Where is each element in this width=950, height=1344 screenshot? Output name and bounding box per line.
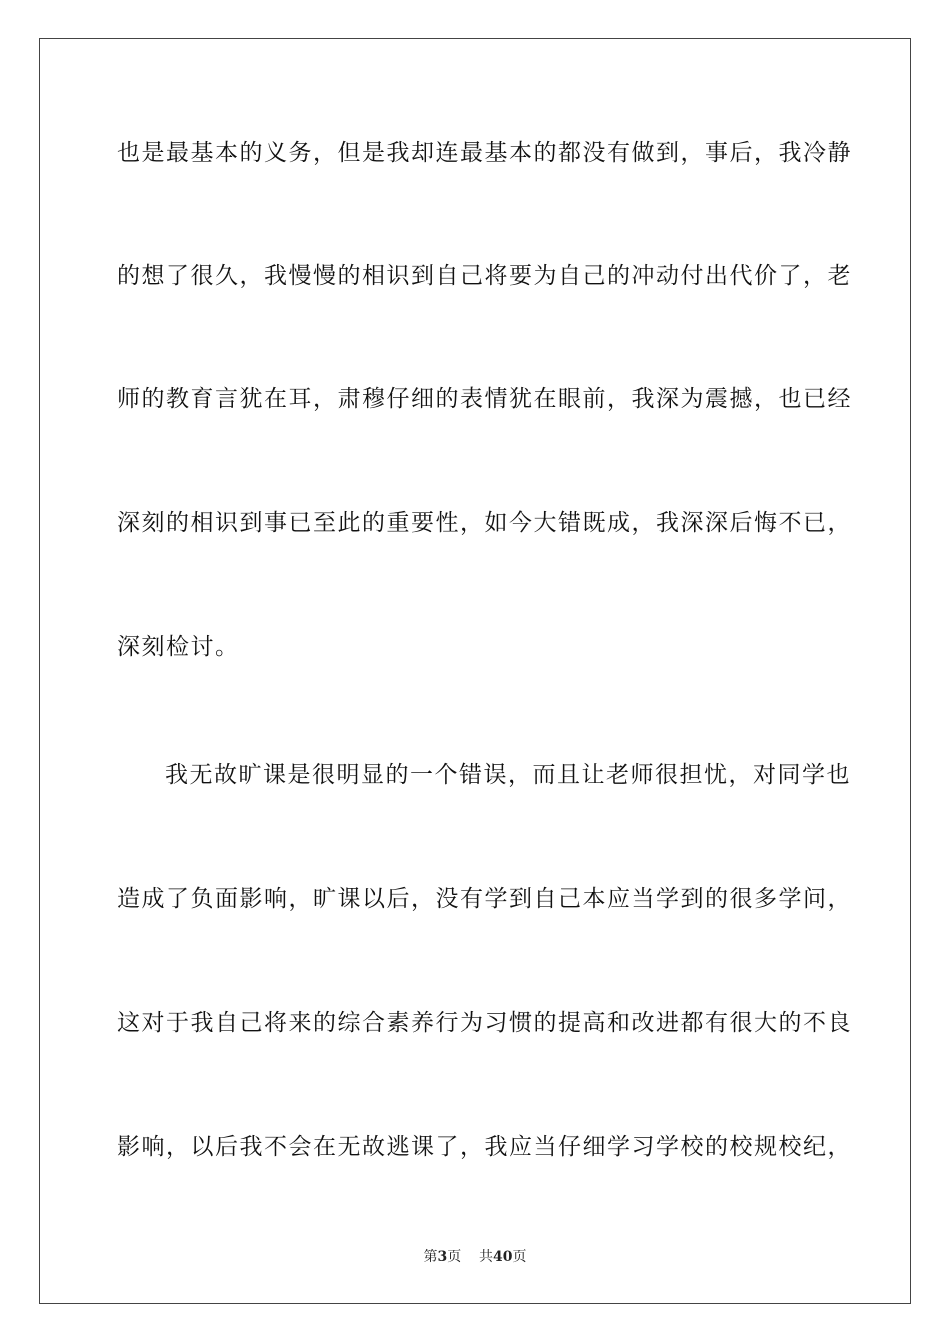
body-text-line: 也是最基本的义务，但是我却连最基本的都没有做到，事后，我冷静 bbox=[117, 140, 852, 166]
body-text-line: 造成了负面影响，旷课以后，没有学到自己本应当学到的很多学问， bbox=[117, 886, 852, 912]
page-number: 3 bbox=[437, 1249, 448, 1265]
paragraph-first-line: 我无故旷课是很明显的一个错误，而且让老师很担忧，对同学也 bbox=[165, 762, 851, 788]
page-border bbox=[39, 38, 911, 1304]
body-text-line: 深刻检讨。 bbox=[117, 634, 240, 660]
total-pages: 40 bbox=[493, 1249, 513, 1265]
body-text-line: 深刻的相识到事已至此的重要性，如今大错既成，我深深后悔不已， bbox=[117, 510, 852, 536]
page-prefix: 第 bbox=[423, 1249, 438, 1265]
total-prefix: 共 bbox=[479, 1249, 494, 1265]
page-footer bbox=[0, 1248, 950, 1266]
page-suffix: 页 bbox=[447, 1249, 462, 1265]
body-text-line: 师的教育言犹在耳，肃穆仔细的表情犹在眼前，我深为震撼，也已经 bbox=[117, 386, 852, 412]
body-text-line: 影响，以后我不会在无故逃课了，我应当仔细学习学校的校规校纪， bbox=[117, 1134, 852, 1160]
body-text-line: 这对于我自己将来的综合素养行为习惯的提高和改进都有很大的不良 bbox=[117, 1010, 852, 1036]
total-suffix: 页 bbox=[512, 1249, 527, 1265]
body-text-line: 的想了很久，我慢慢的相识到自己将要为自己的冲动付出代价了，老 bbox=[117, 263, 852, 289]
